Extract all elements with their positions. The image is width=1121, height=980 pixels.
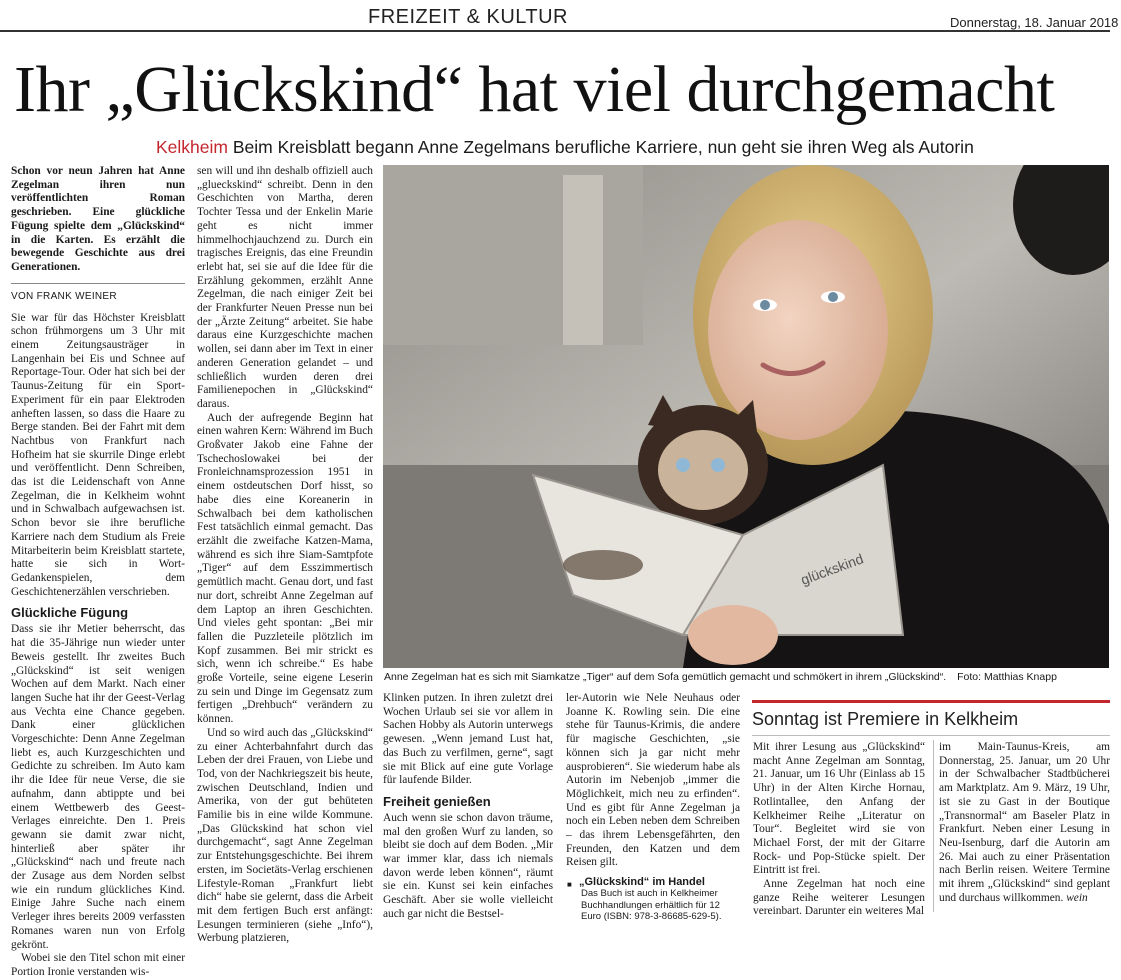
byline: VON FRANK WEINER <box>11 283 185 304</box>
box-title: Sonntag ist Premiere in Kelkheim <box>752 709 1019 729</box>
body-paragraph: Klinken putzen. In ihren zuletzt drei Wochen Urlaub sei sie vor allem in Sachen Hobby als Autorin unterwegs gewesen. „Wenn jemand Lust hat, das Buch zu verfilmen, gerne“, sagt sie mit Blick auf eine gute Vorlage für laufende Bilder. <box>383 692 553 787</box>
body-paragraph: Auch wenn sie schon davon träume, mal den großen Wurf zu landen, so bleibt sie doch auf dem Boden. „Mir war immer klar, dass ich niemals davon werde leben können“, räumt sie ein. Kunst sei kein einfaches Geschäft. Aber sie wolle vielleicht auch gar nicht die Bestsel- <box>383 811 553 920</box>
section-title: FREIZEIT & KULTUR <box>368 6 569 28</box>
subheading: Freiheit genießen <box>383 793 491 809</box>
issue-date: Donnerstag, 18. Januar 2018 <box>950 15 1119 30</box>
body-paragraph: Dass sie ihr Metier beherrscht, das hat die 35-Jährige nun wieder unter Beweis gestellt. Ihr zweites Buch „Glückskind“ ist seit wenigen Wochen auf dem Markt. Nach einer langen Suche hat ihr der Geest-Verlag aus Vechta eine Chance gegeben. Dank einer glücklichen Vorgeschichte: Denn Anne Zegelman liebt es, auch Kurzgeschichten und Gedichte zu schreiben. Im Auto kam ihr die Idee für neue Verse, die sie aufnahm, dann abtippte und bei einem Wettbewerb des Geest-Verlages einreichte. Den 1. Preis gewann sie damit zwar nicht, hinterließ aber später ihr „Glückskind“ nach und freute nach der Zusage aus dem Norden selbst wie ein rundum glückliches Kind. Einige Jahre Suche nach einem Verleger ihres bereits 2009 verfassten Romanes waren nun von Erfolg gekrönt. <box>11 623 185 951</box>
subheading: Glückliche Fügung <box>11 605 129 621</box>
header-rule <box>0 30 1110 32</box>
photo-credit: Foto: Matthias Knapp <box>957 671 1057 683</box>
box-paragraph: Anne Zegelman hat noch eine ganze Reihe weiterer Lesungen vereinbart. Darunter ein weiteres Mal <box>753 878 925 918</box>
dateline-place: Kelkheim <box>156 137 228 157</box>
article-column-3 <box>383 692 553 922</box>
headline: Ihr „Glückskind“ hat viel durchgemacht <box>14 53 1055 126</box>
body-paragraph: Wobei sie den Titel schon mit einer Portion Ironie verstanden wis- <box>11 952 185 978</box>
info-title: „Glückskind“ im Handel <box>579 876 705 888</box>
body-paragraph: Und so wird auch das „Glückskind“ zu einer Achterbahnfahrt durch das Leben der drei Frauen, von Liebe und Tod, von der Nachkriegszeit bis heute, zwischen Deutschland, Indien und Amerika, von der gut behüteten Familie bis in eine wilde Kommune. „Das Glückskind hat schon viel durchgemacht“, sagt Anne Zegelman zur Entstehungsgeschichte. Bei ihrem ersten, im Societäts-Verlag erschienen Lifestyle-Roman „Frankfurt liebt dich“ habe sie gelernt, dass die Arbeit mit dem fertigen Buch erst anfängt: Lesungen terminieren (siehe „Info“), Werbung platzieren, <box>197 726 373 945</box>
box-column-right <box>939 741 1110 905</box>
box-accent-rule <box>752 700 1110 703</box>
photo-caption <box>384 671 1110 684</box>
article-column-4 <box>566 692 740 870</box>
box-column-left <box>753 741 925 919</box>
box-paragraph <box>939 741 1110 905</box>
book-title-text: glückskind <box>798 550 866 588</box>
article-photo <box>383 165 1109 668</box>
box-paragraph: Mit ihrer Lesung aus „Glückskind“ macht Anne Zegelman am Sonntag, 21. Januar, um 16 Uhr (Einlass ab 15 Uhr) in der Alten Kirche Hornau, Rotlintallee, den Anfang der Kelkheimer Reihe „Literatur on Tour“. Begleitet wird sie von Michael Forst, der mit der Gitarre Rock- und Pop-Stücke spielt. Der Eintritt ist frei. <box>753 741 925 877</box>
body-paragraph: Auch der aufregende Beginn hat einen wahren Kern: Während im Buch Großvater Jakob eine Fahne der Tschechoslowakei bei der Fronleichnamsprozession 1951 in einem ostdeutschen Dorf hisst, so habe dies eine Koreanerin in Schwalbach bei dem katholischen Fest tatsächlich einmal gemacht. Das erzählt die zweifache Katzen-Mama, während es sich ihre Siam-Samtpfote „Tiger“ auf dem Esszimmertisch gemütlich macht. Genau dort, und fast nur dort, schreibt Anne Zegelman auf dem Laptop an ihren Geschichten. Und vieles geht spontan: „Bei mir fallen die Puzzleteile plötzlich im Kopf zusammen. Bei mir strickt es sich, wenn ich schreibe.“ Es habe große Vorteile, seine eigene Leserin zu sein und Dinge im Gegensatz zum fertigen „Drehbuch“ verändern zu können. <box>197 411 373 726</box>
article-column-2 <box>197 165 373 946</box>
caption-text: Anne Zegelman hat es sich mit Siamkatze „Tiger“ auf dem Sofa gemütlich gemacht und schmökert in ihrem „Glückskind“. <box>384 671 947 683</box>
column-divider <box>933 740 934 912</box>
body-paragraph: ler-Autorin wie Nele Neuhaus oder Joanne K. Rowling sein. Die eine stehe für Taunus-Krimis, die andere für magische Geschichten, „sie können sich ja gar nicht mehr ausprobieren“. Sie wiederum habe als Autorin im Nebenjob „immer die Möglichkeit, mich neu zu erfinden“. Und es gibt für Anne Zegelman ja noch ein Leben neben dem Schreiben – das ihrem Lebensgefährten, den Freunden, den Katzen und dem Reisen gilt. <box>566 692 740 869</box>
subline <box>156 137 974 158</box>
body-paragraph: sen will und ihn deshalb offiziell auch „glueckskind“ schreibt. Denn in den Geschichten von Martha, deren Tochter Tessa und der Enkelin Marie geht es nicht immer himmelhochjauchzend zu. Durch ein tragisches Ereignis, das eine Freundin erlebt hat, sei sie auf die Idee für die Erzählung gekommen, erzählt Anne Zegelman, die nach einiger Zeit bei der Frankfurter Neuen Presse nun bei der „Ärzte Zeitung“ arbeitet. Sie habe daraus eine Kurzgeschichte machen wollen, sei dann aber im Text in einer anderen Generation gelandet – und schließlich wurden deren drei Familienepochen in „Glückskind“ daraus. <box>197 165 373 410</box>
box-divider <box>752 735 1110 736</box>
article-column-1 <box>11 165 185 980</box>
body-paragraph: Sie war für das Höchster Kreisblatt schon frühmorgens um 3 Uhr mit einem Zeitungsausträger in Langenhain bei Eis und Schnee auf Reportage-Tour. Oder hat sich bei der Taunus-Zeitung für ein Sport-Experiment für ein paar Elektroden anheften lassen, so dass die Haare zu Berge standen. Bei der Fahrt mit dem Nachtbus von Frankfurt nach Hofheim hat sie skurrile Dinge erlebt und veröffentlicht. Denn Schreiben, das ist die Leidenschaft von Anne Zegelman, die in Kelkheim wohnt und in Schwalbach aufgewachsen ist. Schon bevor sie ihre berufliche Karriere nach dem Studium als Freie Mitarbeiterin beim Kreisblatt startete, hatte sie sich in Wort-Gedankenspielen, dem Geschichtenerzählen verschrieben. <box>11 311 185 598</box>
square-bullet-icon: ■ <box>567 880 572 889</box>
info-body: Das Buch ist auch in Kelkheimer Buchhandlungen erhältlich für 12 Euro (ISBN: 978-3-86685-629-5). <box>581 888 722 922</box>
photo-illustration <box>383 165 1109 668</box>
author-signature: wein <box>1066 891 1088 904</box>
box-paragraph-text: im Main-Taunus-Kreis, am Donnerstag, 25. Januar, um 20 Uhr in der Schwalbacher Stadtbücherei am Marktplatz. Am 9. März, 19 Uhr, ist sie zu Gast in der Boutique „Transnormal“ am Baseler Platz in Frankfurt. Neben einer Lesung in Neu-Isenburg, darf die Autorin am 26. Mai auch zu einer Präsentation nach Berlin reisen. Weitere Termine mit ihrem „Glückskind“ sind geplant und durchaus willkommen. <box>939 741 1110 904</box>
subline-text: Beim Kreisblatt begann Anne Zegelmans berufliche Karriere, nun geht sie ihren Weg als Autorin <box>232 137 974 157</box>
lead-paragraph: Schon vor neun Jahren hat Anne Zegelman ihren nun veröffentlichten Roman geschrieben. Eine glückliche Fügung spielte dem „Glückskind“ in die Karten. Es erzählt die bewegende Geschichte aus drei Generationen. <box>11 165 185 273</box>
